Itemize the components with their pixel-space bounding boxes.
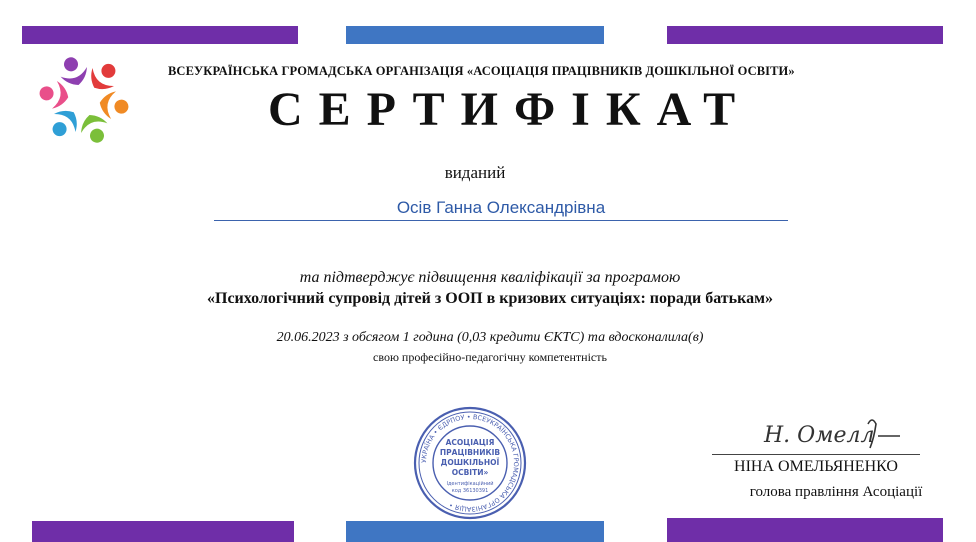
stamp-line-4: ОСВІТИ» <box>451 468 489 477</box>
recipient-name: Осів Ганна Олександрівна <box>396 198 606 217</box>
certificate-title: СЕРТИФІКАТ <box>268 83 752 136</box>
top-center-blue-bar <box>346 26 604 44</box>
people-circle-logo <box>32 52 136 148</box>
program-title: «Психологічний супровід дітей з ООП в кризових ситуаціях: поради батькам» <box>207 290 773 307</box>
stamp-line-2: ПРАЦІВНИКІВ <box>439 448 501 457</box>
bottom-center-blue-bar <box>346 521 604 542</box>
top-left-purple-bar <box>22 26 298 44</box>
stamp-line-5: Ідентифікаційний <box>446 481 494 487</box>
organization-stamp <box>411 406 529 520</box>
top-right-purple-bar <box>667 26 943 44</box>
signer-role: голова правління Асоціації <box>749 484 923 500</box>
signature-line <box>712 454 920 455</box>
stamp-line-3: ДОШКІЛЬНОЇ <box>440 458 500 467</box>
course-details: 20.06.2023 з обсягом 1 година (0,03 кредити ЄКТС) та вдосконалила(в) <box>276 330 704 345</box>
signer-name: НІНА ОМЕЛЬЯНЕНКО <box>734 458 898 475</box>
stamp-ring-text: УКРАЇНА • ЄДРПОУ • ВСЕУКРАЇНСЬКА ГРОМАДСЬКА ОРГАНІЗАЦІЯ • <box>419 412 521 514</box>
organization-name: ВСЕУКРАЇНСЬКА ГРОМАДСЬКА ОРГАНІЗАЦІЯ «АСОЦІАЦІЯ ПРАЦІВНИКІВ ДОШКІЛЬНОЇ ОСВІТИ» <box>168 64 795 78</box>
recipient-underline <box>214 220 788 221</box>
issued-label: виданий <box>444 163 506 182</box>
stamp-line-1: АСОЦІАЦІЯ <box>445 438 495 447</box>
stamp-line-6: код 36130391 <box>451 488 489 494</box>
confirmation-text: та підтверджує підвищення кваліфікації за програмою <box>299 269 681 286</box>
bottom-right-purple-bar <box>667 518 943 542</box>
bottom-left-purple-bar <box>32 521 294 542</box>
signature-handwriting: Н. Омелл <box>764 423 875 448</box>
competence-text: свою професійно-педагогічну компетентність <box>373 350 607 364</box>
handwritten-signature <box>760 414 910 454</box>
